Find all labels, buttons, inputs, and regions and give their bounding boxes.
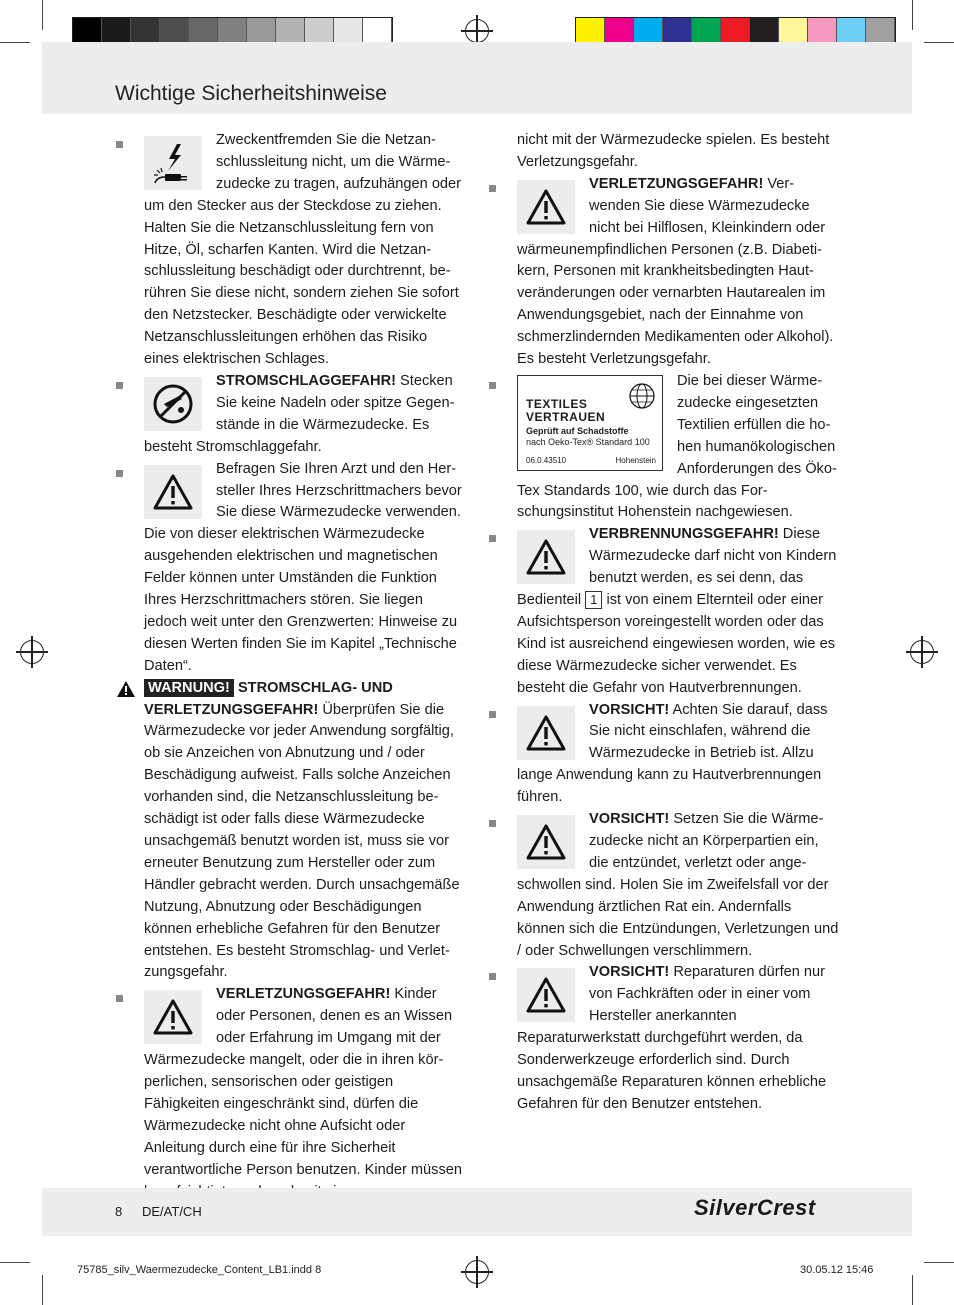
control-unit-number: 1 [585,591,602,609]
hazard-heading: VERLETZUNGSGEFAHR! [216,986,391,1003]
brand-logo: SilverCrest [694,1195,816,1220]
warning-triangle-icon [517,968,575,1022]
safety-text: Befragen Sie Ihren Arzt und den Hersteller Ihres Herzschrittmachers bevor Sie diese Wärmezudecke verwenden. Die von dieser elektrischen Wärmezudecke ausgehenden elektrischen und magnetischen Felder können unter Umständen die Funktion Ihres Herzschrittmachers stören. Sie liegen jedoch weit unter den Grenzwerten: Hinweise zu diesen Werten finden Sie im Kapitel „Technische Daten“. [144,460,462,674]
oekotex-label [517,375,663,471]
hazard-heading: VERLETZUNGSGEFAHR! [589,175,764,192]
crop-mark [912,1275,913,1305]
list-item [144,984,466,1203]
list-item [517,700,839,810]
oekotex-line2: VERTRAUEN [526,409,606,424]
safety-text: Stecken Sie keine Nadeln oder spitze Gegenstände in die Wärmezudecke. Es besteht Stromschlaggefahr. [144,372,455,455]
bullet [489,382,496,389]
bullet [489,820,496,827]
hazard-heading: VORSICHT! [589,964,670,981]
crop-mark [912,0,913,30]
registration-mark-icon [465,1260,489,1284]
hazard-heading: VORSICHT! [589,701,670,718]
list-item [517,962,839,1115]
list-item [144,130,466,371]
bullet [116,382,123,389]
safety-text: Verwenden Sie diese Wärmezudecke nicht bei Hilflosen, Kleinkindern oder wärmeunempfindlichen Personen (z.B. Diabetikern, Personen mit krankheitsbedingten Hautveränderungen oder vernarbten Hautarealen im Anwendungsgebiet, nach der Einnahme von schmerzlindernden Medikamenten oder Alkohol). Es besteht Verletzungsgefahr. [517,175,834,368]
safety-text: Zweckentfremden Sie die Netzanschlussleitung nicht, um die Wärmezudecke zu tragen, aufzuhängen oder um den Stecker aus der Steckdose zu ziehen. Halten Sie die Netzanschlussleitung fern von Hitze, Öl, scharfen Kanten. Wird die Netzanschlussleitung beschädigt oder durchtrennt, berühren Sie diese nicht, sondern ziehen Sie sofort den Netzstecker. Beschädigte oder verwickelte Netzanschlussleitungen erhöhen das Risiko eines elektrischen Schlages. [144,132,462,368]
safety-text: Reparaturen dürfen nur von Fachkräften oder in einer vom Hersteller anerkannten Reparaturwerkstatt durchgeführt werden, da Sonderwerkzeuge erforderlich sind. Durch unsachgemäße Reparaturen können erhebliche Gefahren für den Benutzer entstehen. [517,964,827,1112]
safety-text: Die bei dieser Wärmezudecke eingesetzten Textilien erfüllen die hohen humanökologischen Anforderungen des Öko-Tex Standards 100, wie durch das Forschungsinstitut Hohenstein nachgewiesen. [517,372,837,521]
list-item [144,459,466,678]
crop-mark [0,1262,30,1263]
list-item [517,524,839,699]
left-column [144,130,466,1203]
page-number: 8 [115,1204,123,1219]
oekotex-line4: nach Oeko-Tex® Standard 100 [526,436,650,447]
oekotex-line1: TEXTILES [526,396,588,411]
warning-item [144,678,466,985]
right-column [517,130,839,1116]
continued-text: nicht mit der Wärmezudecke spielen. Es besteht Verletzungsgefahr. [517,132,830,170]
page-header [42,42,912,114]
oekotex-line3: Geprüft auf Schadstoffe [526,425,629,436]
page-title: Wichtige Sicherheitshinweise [115,82,387,105]
warning-triangle-icon [144,990,202,1044]
oekotex-code: 06.0.43510 [526,455,567,465]
bullet [489,711,496,718]
list-item [517,371,839,524]
bullet [489,973,496,980]
registration-mark-icon [910,640,934,664]
hazard-heading: VORSICHT! [589,811,670,828]
country-codes: DE/AT/CH [142,1204,202,1219]
hazard-heading: STROMSCHLAGGEFAHR! [216,372,396,389]
bullet [489,535,496,542]
warning-label: WARNUNG! [144,679,234,697]
list-item [144,371,466,459]
safety-text: Setzen Sie die Wärmezudecke nicht an Körperpartien ein, die entzündet, verletzt oder angeschwollen sind. Holen Sie im Zweifelsfall vor der Anwendung ärztlichen Rat ein. Andernfalls können sich die Entzündungen, Verletzungen und / oder Schwellungen verschlimmern. [517,811,839,959]
safety-text: Achten Sie darauf, dass Sie nicht einschlafen, während die Wärmezudecke in Betrieb ist. Allzu lange Anwendung kann zu Hautverbrennungen führen. [517,701,828,806]
safety-text: Diese Wärmezudecke darf nicht von Kindern benutzt werden, es sei denn, das Bedienteil [517,526,837,609]
warning-triangle-icon [517,180,575,234]
bullet [116,141,123,148]
slug-filename: 75785_silv_Waermezudecke_Content_LB1.indd 8 [77,1264,322,1276]
bullet [489,185,496,192]
warning-triangle-icon [517,530,575,584]
no-needles-icon [144,377,202,431]
warning-triangle-icon [517,815,575,869]
safety-text: Kinder oder Personen, denen es an Wissen oder Erfahrung im Umgang mit der Wärmezudecke mangelt, oder die in ihren körperlichen, sensorischen oder geistigen Fähigkeiten eingeschränkt sind, dürfen die Wärmezudecke nicht ohne Aufsicht oder Anleitung durch eine für ihre Sicherheit verantwortliche Person benutzen. Kinder müssen [144,986,462,1178]
registration-mark-icon [465,19,489,43]
crop-mark [0,42,30,43]
electric-plug-hazard-icon [144,136,202,190]
safety-text: Überprüfen Sie die Wärmezudecke vor jeder Anwendung sorgfältig, ob sie Anzeichen von Abnutzung und / oder Beschädigung aufweist. Falls solche Anzeichen vorhanden sind, die Netzanschlussleitung beschädigt ist oder falls diese Wärmezudecke unsachgemäß benutzt worden ist, muss sie vor erneuter Benutzung zum Hersteller oder zum Händler gebracht werden. Durch unsachgemäße Nutzung, Abnutzung oder Beschädigungen können erhebliche Gefahren für den Benutzer entstehen. Es besteht Stromschlag- und Verletzungsgefahr. [144,701,460,981]
crop-mark [924,1262,954,1263]
warning-triangle-icon [144,465,202,519]
crop-mark [924,42,954,43]
slug-date: 30.05.12 15:46 [800,1264,874,1276]
page-footer [42,1188,912,1236]
warning-triangle-icon [517,706,575,760]
hazard-heading: STROMSCHLAG- UND VERLETZUNGSGEFAHR! [144,679,393,718]
list-item [517,174,839,371]
registration-mark-icon [20,640,44,664]
crop-mark [42,1275,43,1305]
list-item [517,809,839,962]
bullet [116,470,123,477]
safety-text: ist von einem Elternteil oder einer Aufsichtsperson voreingestellt worden oder das Kind ist ausreichend eingewiesen worden, wie es diese Wärmezudecke sicher verwendet. Es besteht die Gefahr von Hautverbrennungen. [517,592,836,696]
oekotex-institute: Hohenstein [615,455,656,465]
crop-mark [42,0,43,30]
bullet [116,995,123,1002]
globe-icon [628,382,656,410]
warning-triangle-icon [116,680,136,706]
hazard-heading: VERBRENNUNGSGEFAHR! [589,526,779,543]
